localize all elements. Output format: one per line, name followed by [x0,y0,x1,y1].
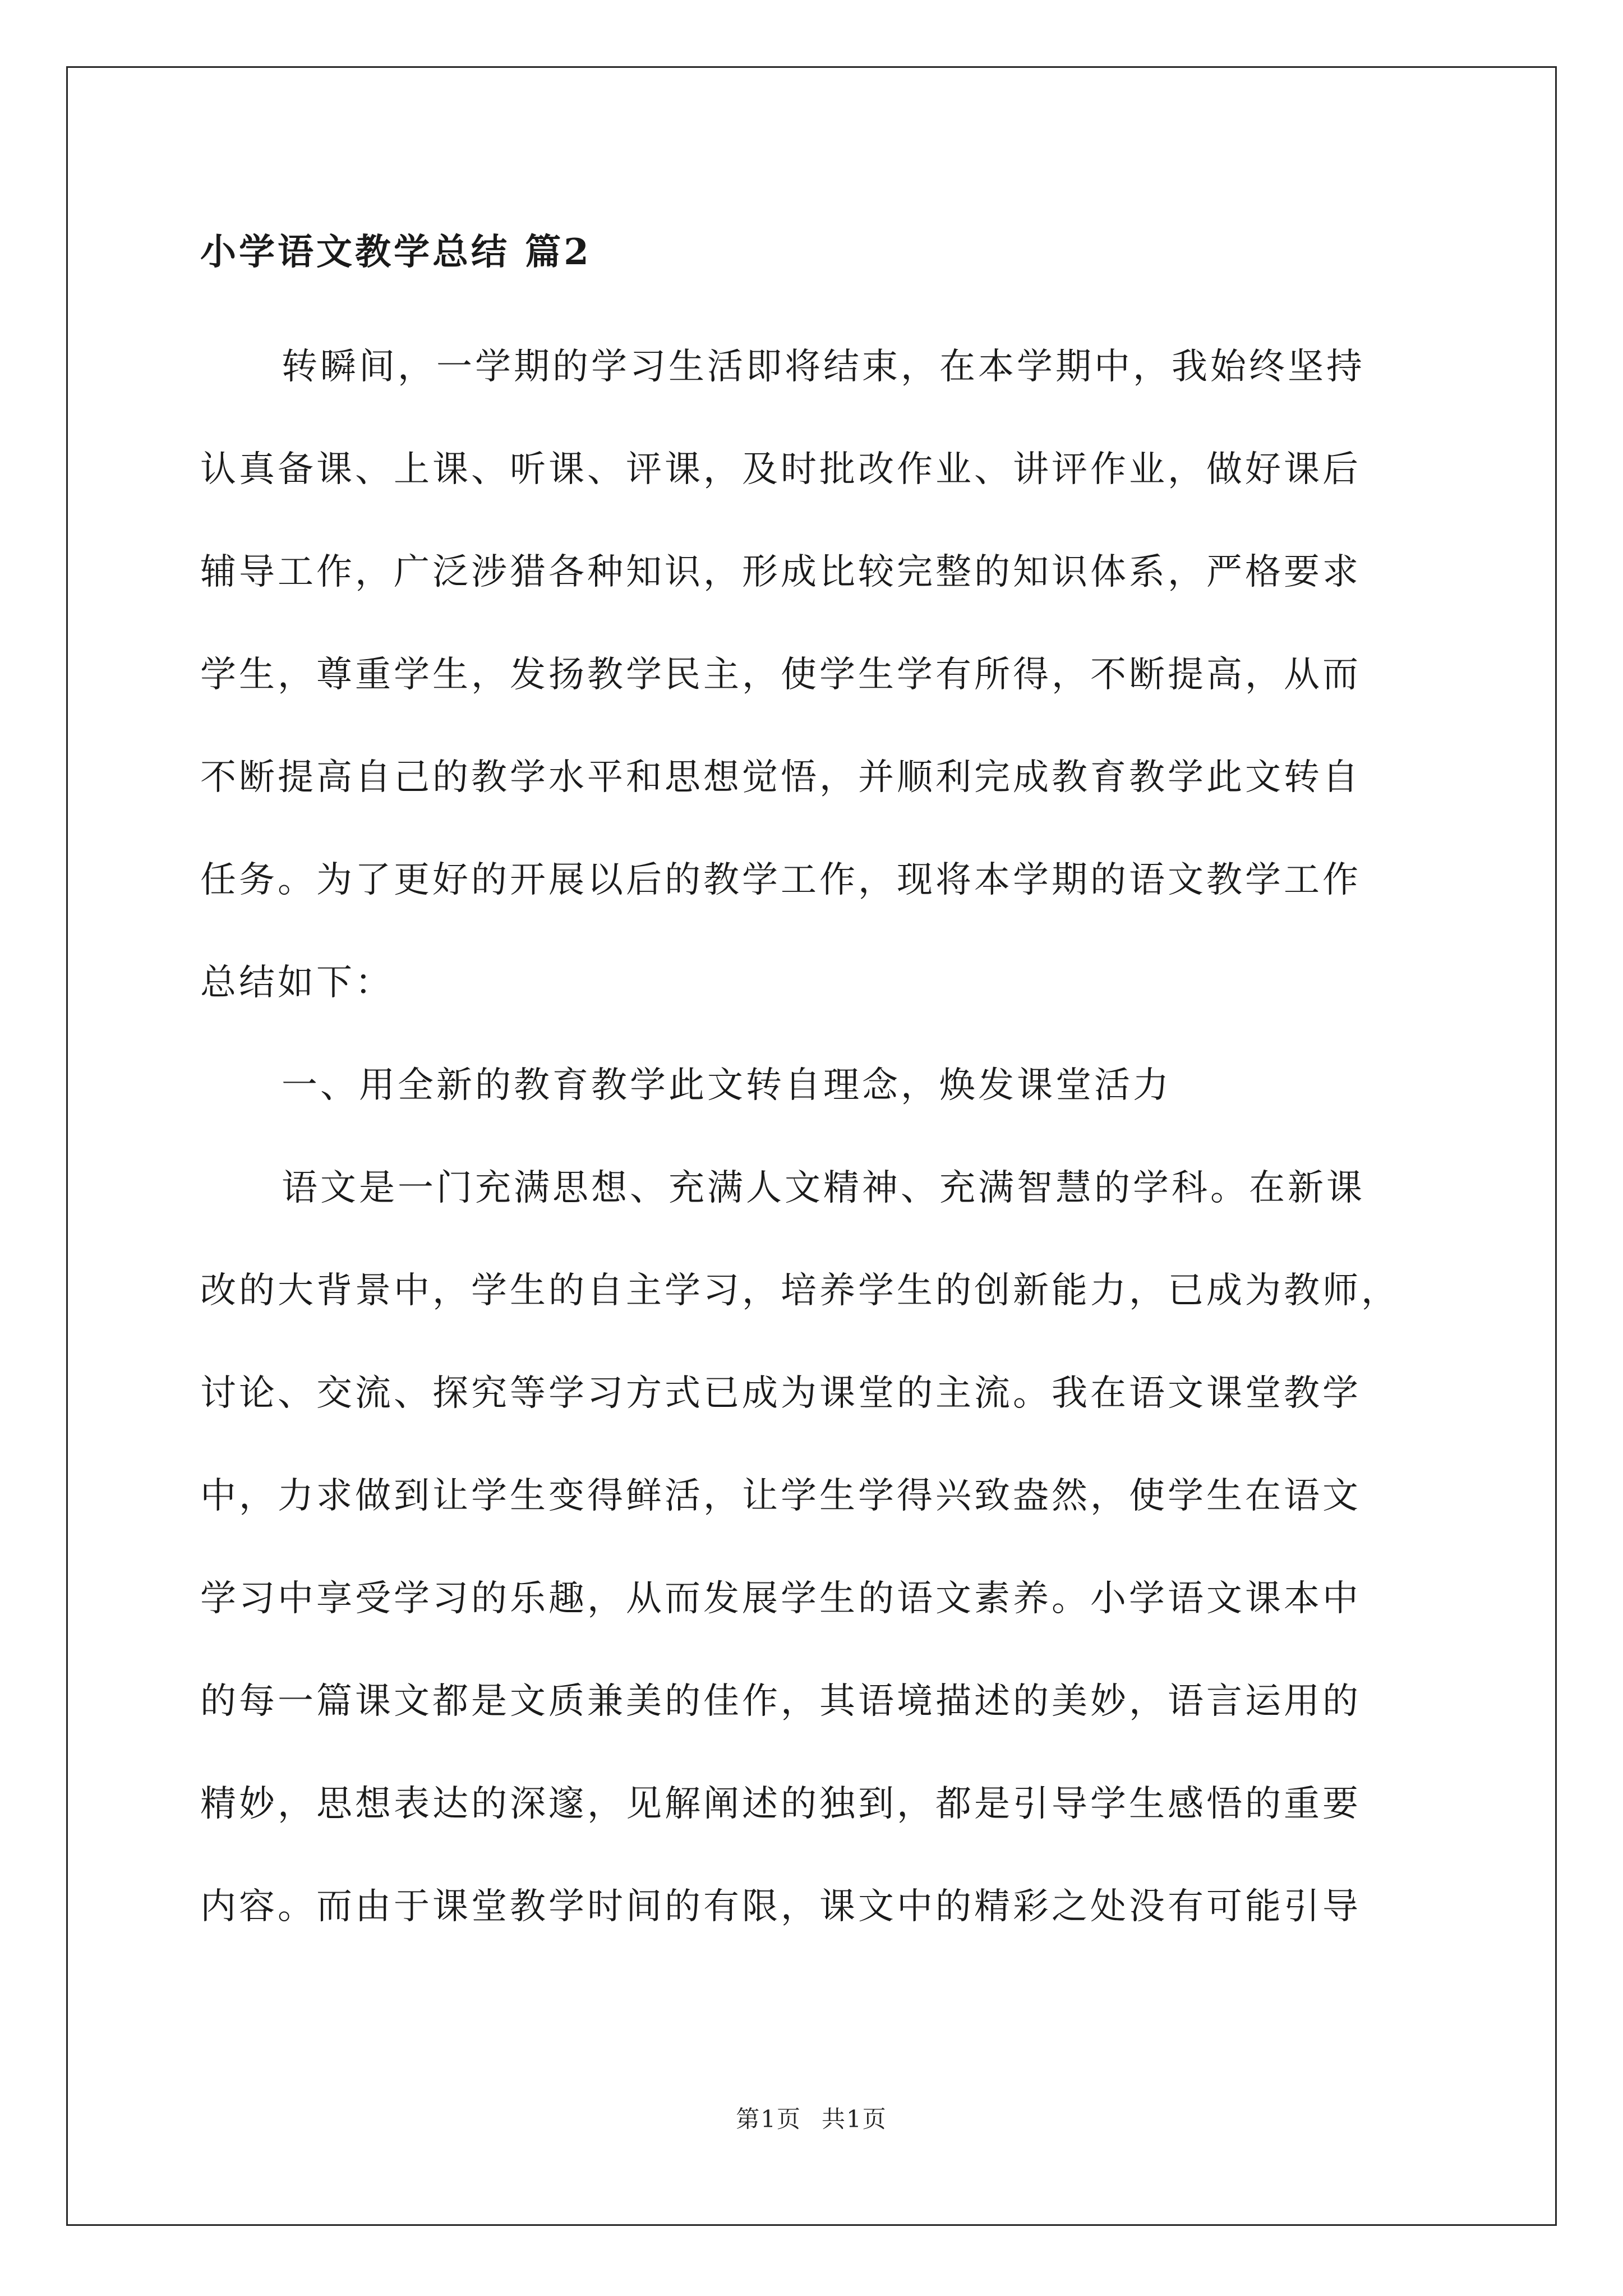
paragraph-line: 认真备课、上课、听课、评课，及时批改作业、讲评作业，做好课后 [200,449,1361,490]
paragraph-line: 总结如下： [200,962,394,1004]
paragraph-line: 内容。而由于课堂教学时间的有限，课文中的精彩之处没有可能引导 [200,1886,1361,1927]
paragraph-line: 改的大背景中，学生的自主学习，培养学生的创新能力，已成为教师， [200,1270,1400,1312]
paragraph-section-1 [200,1137,1434,1958]
paragraph-line: 辅导工作，广泛涉猎各种知识，形成比较完整的知识体系，严格要求 [200,551,1361,593]
paragraph-line: 学生，尊重学生，发扬教学民主，使学生学有所得，不断提高，从而 [200,654,1361,696]
section-heading-text: 一、用全新的教育教学此文转自理念，焕发课堂活力 [282,1065,1172,1106]
paragraph-line: 学习中享受学习的乐趣，从而发展学生的语文素养。小学语文课本中 [200,1578,1361,1619]
section-heading-1 [200,1034,1434,1137]
paragraph-intro [200,316,1434,1034]
document-body [200,222,1434,1958]
paragraph-line: 转瞬间，一学期的学习生活即将结束，在本学期中，我始终坚持 [282,346,1365,388]
page-total: 共1页 [822,2105,887,2133]
paragraph-line: 讨论、交流、探究等学习方式已成为课堂的主流。我在语文课堂教学 [200,1373,1361,1414]
paragraph-line: 的每一篇课文都是文质兼美的佳作，其语境描述的美妙，语言运用的 [200,1681,1361,1722]
paragraph-line: 任务。为了更好的开展以后的教学工作，现将本学期的语文教学工作 [200,859,1361,901]
page-footer [0,2101,1623,2134]
paragraph-line: 不断提高自己的教学水平和思想觉悟，并顺利完成教育教学此文转自 [200,757,1361,798]
paragraph-line: 语文是一门充满思想、充满人文精神、充满智慧的学科。在新课 [282,1167,1365,1209]
title-spacer [200,283,1434,316]
paragraph-line: 中，力求做到让学生变得鲜活，让学生学得兴致盎然，使学生在语文 [200,1475,1361,1517]
paragraph-line: 精妙，思想表达的深邃，见解阐述的独到，都是引导学生感悟的重要 [200,1783,1361,1825]
page-number: 第1页 [736,2105,801,2133]
document-title: 小学语文教学总结 篇2 [200,231,592,273]
